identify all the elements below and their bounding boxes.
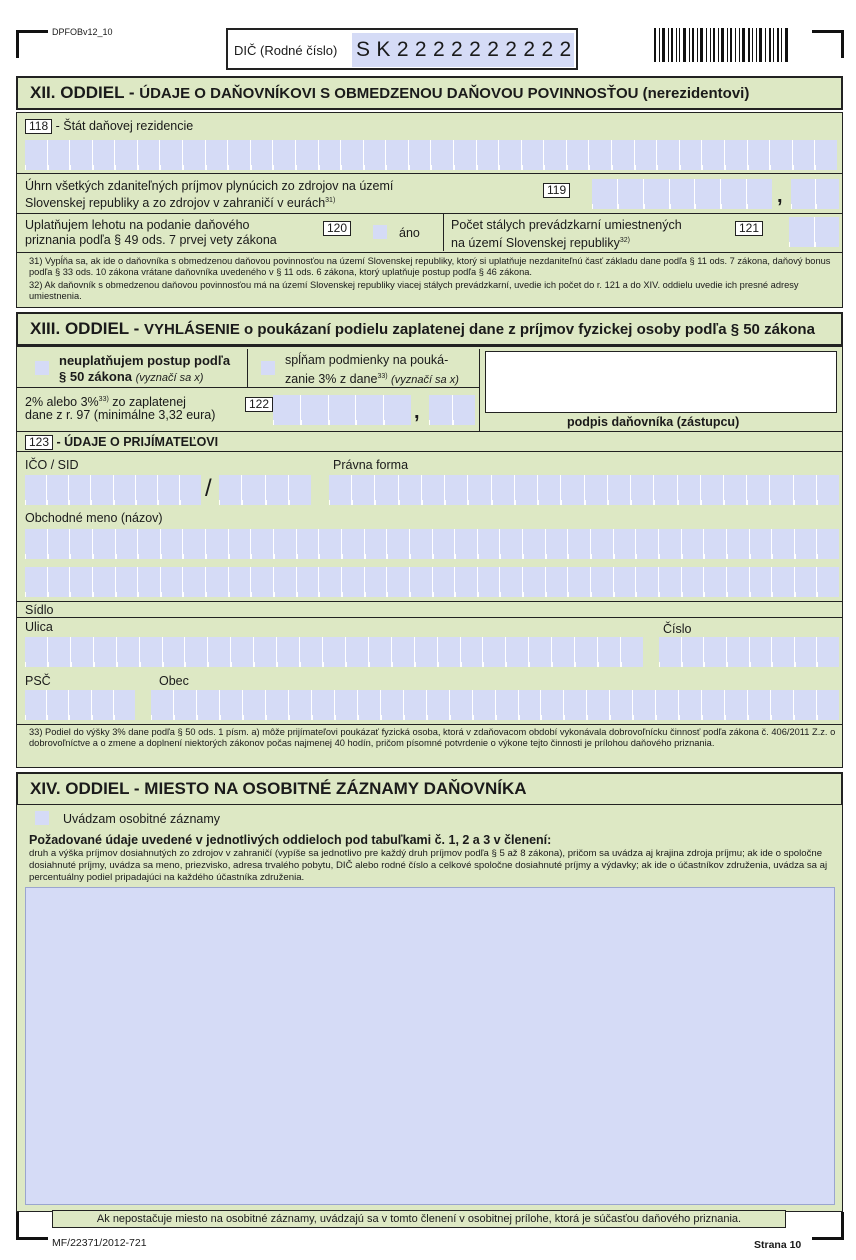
- section-13-heading: [16, 312, 843, 346]
- share-amount-cents-input[interactable]: [429, 395, 475, 425]
- note-33: 33) Podiel do výšky 3% dane podľa § 50 ods. 1 písm. a) môže prijímateľovi poukázať fyzická osoba, ktorá v zdaňovacom období vykonávala dobrovoľnícku činnosť podľa zákona č. 406/2011 Z.z. o dobrovoľníctve a o zmene a doplnení niektorých zákonov počas najmenej 40 hodín, pričom písomné potvrdenie o výkone tejto činnosti je prílohou daňového priznania.: [29, 727, 836, 748]
- special-records-label: Uvádzam osobitné záznamy: [63, 812, 221, 826]
- not-applying-line2: § 50 zákona (vyznačí sa x): [59, 369, 204, 384]
- establishments-label-line1: Počet stálych prevádzkarní umiestnených: [451, 218, 682, 232]
- field-119-number-wrap: [543, 183, 570, 198]
- share-decimal-comma: ,: [414, 401, 420, 423]
- corner-mark-top-left: [16, 30, 48, 58]
- establishments-label-line2: na území Slovenskej republiky$^{32)}$: [451, 236, 630, 251]
- street-label: Ulica: [25, 620, 53, 634]
- corner-mark-bottom-right: [812, 1212, 844, 1240]
- psc-input[interactable]: [25, 690, 135, 720]
- establishments-count-input[interactable]: [789, 217, 839, 247]
- field-118-label-row: [25, 119, 193, 134]
- share-amount-euros-input[interactable]: [273, 395, 411, 425]
- ico-slash: /: [205, 475, 212, 502]
- house-number-input[interactable]: [659, 637, 839, 667]
- not-applying-line1: neuplatňujem postup podľa: [59, 353, 231, 368]
- meets-conditions-line2: zanie 3% z dane$^{33)}$ (vyznačí sa x): [285, 372, 459, 387]
- city-input[interactable]: [151, 690, 839, 720]
- sid-input[interactable]: [219, 475, 311, 505]
- legal-form-label: Právna forma: [333, 458, 409, 472]
- legal-form-input[interactable]: [329, 475, 839, 505]
- dic-label: DIČ (Rodné číslo): [234, 43, 338, 58]
- footer-note: Ak nepostačuje miesto na osobitné záznamy, uvádzajú sa v tomto členení v osobitnej prílohe, ktorá je súčasťou daňového priznania.: [96, 1213, 742, 1225]
- special-records-checkbox[interactable]: [35, 811, 49, 825]
- tax-residence-country-input[interactable]: [25, 140, 837, 170]
- meets-conditions-line1: spĺňam podmienky na pouká-: [285, 353, 449, 367]
- signature-label: podpis daňovníka (zástupcu): [567, 415, 740, 429]
- footer-note-box: [52, 1210, 786, 1228]
- section-12-title: XII. ODDIEL -: [30, 83, 140, 102]
- form-reference: MF/22371/2012-721: [52, 1237, 147, 1249]
- note-31: 31) Vypĺňa sa, ak ide o daňovníka s obmedzenou daňovou povinnosťou na území Slovenskej republiky, ktorý si uplatňuje nezdaniteľnú časť základu dane podľa § 11 ods. 7 zákona, daňový bonus podľa § 33 ods. 10 zákona vrátane daňovníka uvedeného v § 11 ods. 6 zákona, ktorý uplatňuje postup podľa § 46 zákona.: [29, 256, 831, 277]
- dic-value: [352, 33, 578, 67]
- ico-input[interactable]: [25, 475, 201, 505]
- business-name-input-line1[interactable]: [25, 529, 839, 559]
- field-122-number: 122: [245, 397, 273, 412]
- section-14-body: [16, 804, 843, 1212]
- field-119-number: 119: [543, 183, 570, 198]
- deadline-label-line1: Uplatňujem lehotu na podanie daňového: [25, 218, 250, 232]
- field-121-number-wrap: [735, 221, 763, 236]
- field-118-number: 118: [25, 119, 52, 134]
- deadline-yes-label: áno: [399, 226, 420, 240]
- field-122-number-wrap: [245, 397, 273, 412]
- business-name-input-line2[interactable]: [25, 567, 839, 597]
- section-14-heading: [16, 772, 843, 806]
- section-13-subtitle: VYHLÁSENIE o poukázaní podielu zaplatenej dane z príjmov fyzickej osoby podľa § 50 zákona: [143, 321, 815, 338]
- income-label-line1: Úhrn všetkých zdaniteľných príjmov plynúcich zo zdrojov na území: [25, 179, 394, 193]
- corner-mark-bottom-left: [16, 1212, 48, 1240]
- required-data-text: druh a výška príjmov dosiahnutých zo zdrojov v zahraničí (vypíše sa jednotlivo pre každý druh príjmov podľa § 5 až 8 zákona), pričom sa uvádza aj krajina zdroja príjmu; ak ide o spoločne dosiahnuté príjmy, uvádza sa meno, priezvisko, adresa trvalého pobytu, DIČ alebo rodné číslo a celkové spoločne dosiahnuté príjmy a výdavky; ak ide o účastníkov združenia, uvádza sa aj percentuálny podiel pripadajúci na každého účastníka združenia.: [29, 848, 828, 883]
- business-name-label: Obchodné meno (názov): [25, 511, 163, 525]
- ico-label: IČO / SID: [25, 458, 79, 472]
- special-records-textarea[interactable]: [25, 887, 835, 1205]
- seat-label: Sídlo: [25, 603, 54, 617]
- section-12-heading: [16, 76, 843, 110]
- section-12-body: [16, 112, 843, 308]
- section-13-body: [16, 346, 843, 768]
- section-13-title: XIII. ODDIEL -: [30, 319, 144, 338]
- page-number: Strana 10: [754, 1239, 802, 1251]
- note-32: 32) Ak daňovník s obmedzenou daňovou povinnosťou má na území Slovenskej republiky viacej stálych prevádzkarní, uvedie ich počet do r. 121 a do XIV. oddielu uvedie ich presné adresy umiestnenia.: [29, 280, 799, 301]
- city-label: Obec: [159, 674, 189, 688]
- dic-box: [226, 28, 578, 70]
- section-14-title: XIV. ODDIEL - MIESTO NA OSOBITNÉ ZÁZNAMY DAŇOVNÍKA: [30, 779, 527, 798]
- meets-conditions-checkbox[interactable]: [261, 361, 275, 375]
- field-120-number-wrap: [323, 221, 351, 236]
- income-label-line2: Slovenskej republiky a zo zdrojov v zahraničí v eurách$^{31)}$: [25, 196, 336, 211]
- field-123-label: - ÚDAJE O PRIJÍMATEĽOVI: [56, 435, 219, 449]
- dic-value-text: SK2222222222: [356, 38, 578, 61]
- field-123-number: 123: [25, 435, 53, 450]
- field-120-number: 120: [323, 221, 351, 236]
- share-label-line1: 2% alebo 3%$^{33)}$ zo zaplatenej: [25, 395, 186, 410]
- psc-label: PSČ: [25, 674, 51, 688]
- field-123-label-row: [25, 435, 218, 450]
- not-applying-checkbox[interactable]: [35, 361, 49, 375]
- deadline-label-line2: priznania podľa § 49 ods. 7 prvej vety zákona: [25, 233, 277, 247]
- deadline-yes-checkbox[interactable]: [373, 225, 387, 239]
- street-input[interactable]: [25, 637, 643, 667]
- decimal-comma: ,: [777, 185, 783, 207]
- corner-mark-top-right: [812, 30, 844, 58]
- field-121-number: 121: [735, 221, 763, 236]
- share-label-line2: dane z r. 97 (minimálne 3,32 eura): [25, 408, 216, 422]
- barcode: [654, 28, 788, 62]
- form-code: DPFOBv12_10: [52, 27, 113, 37]
- total-income-euros-input[interactable]: [592, 179, 772, 209]
- total-income-cents-input[interactable]: [791, 179, 839, 209]
- required-data-heading: Požadované údaje uvedené v jednotlivých oddieloch pod tabuľkami č. 1, 2 a 3 v členení:: [29, 833, 552, 847]
- signature-box[interactable]: [485, 351, 837, 413]
- section-12-subtitle: ÚDAJE O DAŇOVNÍKOVI S OBMEDZENOU DAŇOVOU POVINNOSŤOU (nerezidentovi): [139, 85, 750, 102]
- field-118-label: - Štát daňovej rezidencie: [55, 119, 194, 133]
- number-label: Číslo: [663, 622, 692, 636]
